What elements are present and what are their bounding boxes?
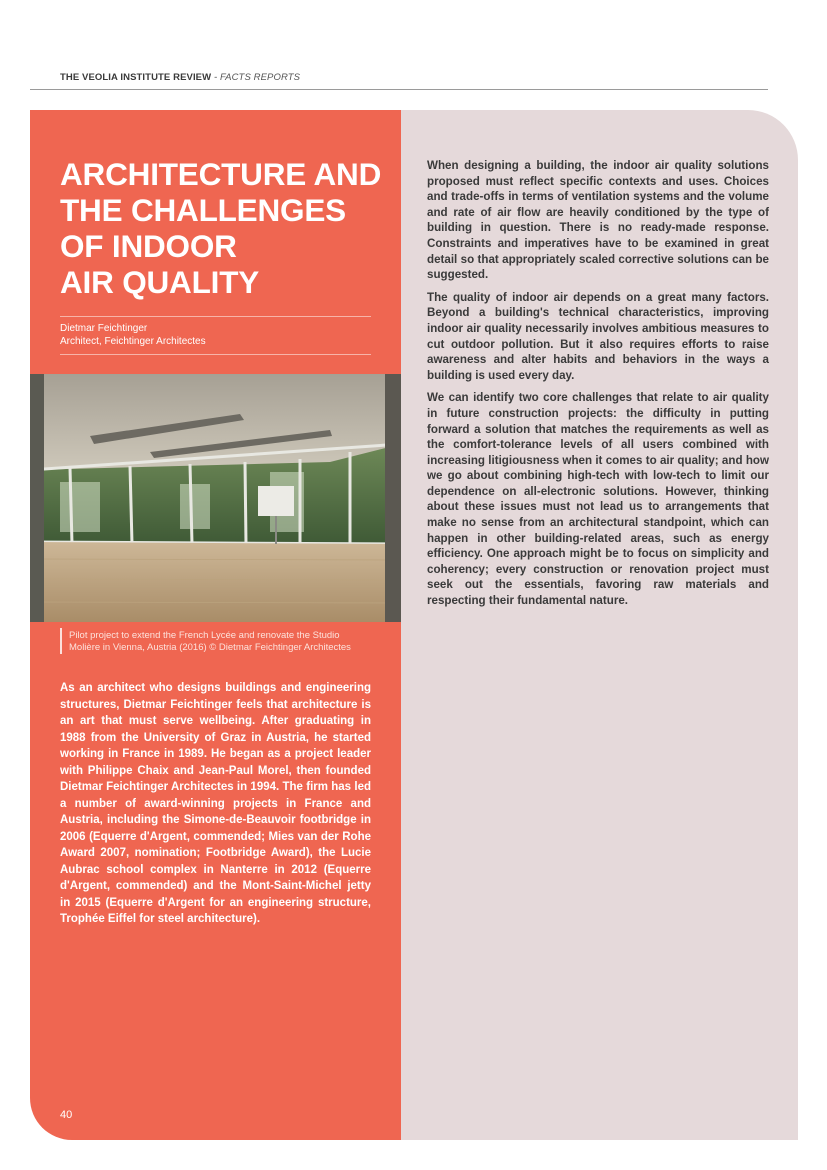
author-role: Architect, Feichtinger Architectes	[60, 336, 206, 347]
section-name: FACTS REPORTS	[219, 72, 301, 83]
body-paragraph: We can identify two core challenges that relate to air quality in future construction projects: the difficulty in putting forward a solution that matches the requirements as well as the comfort-tolerance levels of all users combined with increasing litigiousness when it comes to air quality; and how we go about combining high-tech with low-tech to limit our dependence on all-electronic solutions. However, thinking about these issues must not lead us to arrangements that make no sense from an architectural standpoint, which can happen in other building-related areas, such as energy efficiency. One approach might be to focus on simplicity and coherency; every construction or renovation project must seek out the essentials, favoring raw materials and respecting their fundamental nature.	[427, 391, 769, 608]
title-line: OF INDOOR	[60, 228, 237, 264]
title-line: ARCHITECTURE AND	[60, 156, 382, 192]
article-photo	[30, 374, 401, 622]
body-paragraph: When designing a building, the indoor air quality solutions proposed must reflect specific contexts and uses. Choices and trade-offs in terms of ventilation systems and the volume and rate of air flow are heavily conditioned by the type of building in question. There is no ready-made response. Constraints and imperatives have to be examined in great detail so that appropriately scaled corrective solutions can be suggested.	[427, 159, 769, 282]
body-paragraph: The quality of indoor air depends on a great many factors. Beyond a building's technical characteristics, improving indoor air quality necessarily involves ambitious measures to cut outdoor pollution. But it also requires efforts to raise awareness and alter habits and behaviors in the ways a building is used every day.	[427, 290, 769, 382]
running-header	[60, 72, 767, 83]
title-divider	[60, 316, 371, 317]
header-separator: -	[211, 72, 220, 83]
photo-caption: Pilot project to extend the French Lycée and renovate the Studio Molière in Vienna, Austria (2016) © Dietmar Feichtinger Architectes	[69, 630, 351, 653]
author-bio: As an architect who designs buildings and engineering structures, Dietmar Feichtinger feels that architecture is an art that must serve wellbeing. After graduating in 1988 from the University of Graz in Austria, he started working in France in 1989. He began as a project leader with Philippe Chaix and Jean-Paul Morel, then founded Dietmar Feichtinger Architectes in 1994. The firm has led a number of award-winning projects in France and Austria, including the Simone-de-Beauvoir footbridge in 2006 (Equerre d'Argent, commended; Mies van der Rohe Award 2007, nomination; Footbridge Award), the Lucie Aubrac school complex in Nanterre in 2012 (Equerre d'Argent, commended) and the Mont-Saint-Michel jetty in 2015 (Equerre d'Argent for an engineering structure, Trophée Eiffel for steel architecture).	[60, 682, 371, 925]
caption-marker	[60, 628, 62, 654]
page-number: 40	[60, 1109, 73, 1121]
publication-name: THE VEOLIA INSTITUTE REVIEW	[60, 72, 212, 83]
article-body	[427, 158, 769, 616]
article-title	[60, 156, 390, 300]
title-line: THE CHALLENGES	[60, 192, 346, 228]
title-line: AIR QUALITY	[60, 264, 260, 300]
author-divider	[60, 354, 371, 355]
author-name: Dietmar Feichtinger	[60, 323, 148, 334]
header-rule	[30, 89, 768, 90]
interior-photo-illustration	[30, 374, 401, 622]
